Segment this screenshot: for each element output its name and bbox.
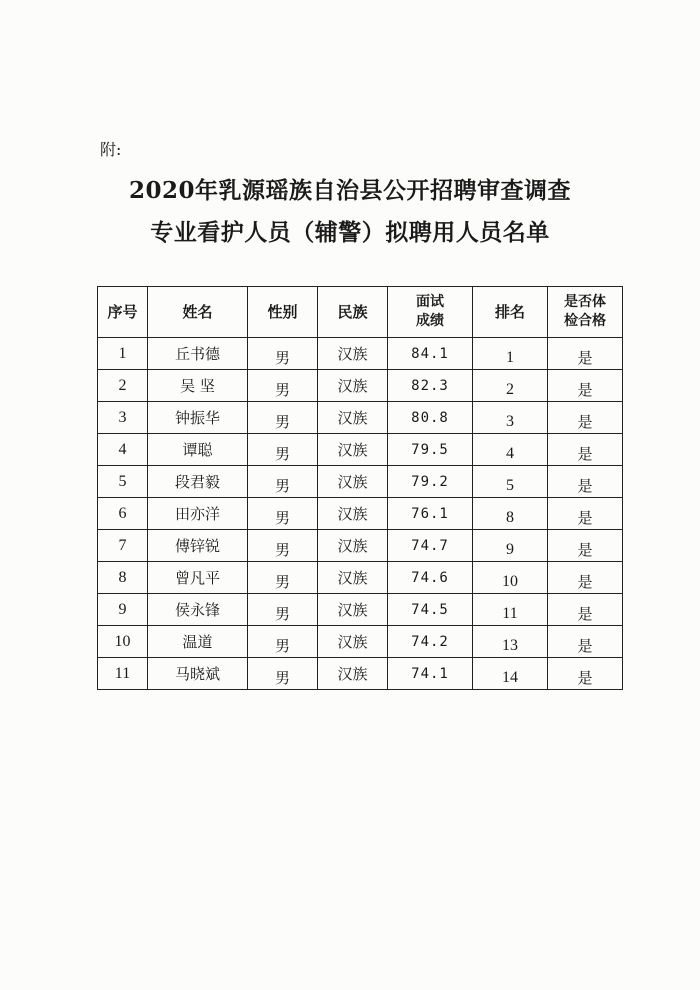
cell-ethnicity-text: 汉族	[337, 665, 368, 683]
cell-name	[148, 498, 248, 530]
cell-name	[148, 338, 248, 370]
header-seq: 序号	[98, 287, 148, 338]
table-row	[98, 466, 623, 498]
cell-gender-text: 男	[274, 605, 290, 623]
cell-score	[388, 498, 473, 530]
cell-ethnicity	[318, 658, 388, 690]
cell-passed-text: 是	[577, 477, 593, 495]
cell-rank	[473, 402, 548, 434]
cell-score	[388, 594, 473, 626]
title-line-1: 2020年乳源瑶族自治县公开招聘审查调查	[128, 177, 571, 204]
cell-score-text: 76.1	[411, 505, 449, 522]
cell-ethnicity-text: 汉族	[337, 441, 368, 459]
cell-seq-text: 9	[118, 600, 127, 618]
cell-score	[388, 658, 473, 690]
header-score-line1: 面试	[416, 294, 444, 310]
cell-gender-text: 男	[274, 541, 290, 559]
cell-name-text: 曾凡平	[174, 569, 220, 587]
cell-name	[148, 658, 248, 690]
cell-rank	[473, 562, 548, 594]
cell-score-text: 82.3	[411, 377, 449, 394]
cell-ethnicity	[318, 370, 388, 402]
cell-ethnicity	[318, 530, 388, 562]
header-gender: 性别	[248, 287, 318, 338]
cell-ethnicity	[318, 466, 388, 498]
cell-seq	[98, 658, 148, 690]
cell-passed-text: 是	[577, 445, 593, 463]
cell-name-text: 温道	[182, 633, 213, 651]
cell-score-text: 74.6	[411, 569, 449, 586]
cell-passed-text: 是	[577, 541, 593, 559]
cell-seq-text: 3	[118, 408, 127, 426]
cell-seq-text: 11	[114, 664, 131, 682]
cell-ethnicity-text: 汉族	[337, 377, 368, 395]
cell-score	[388, 626, 473, 658]
cell-rank	[473, 466, 548, 498]
cell-name	[148, 402, 248, 434]
cell-passed	[548, 338, 623, 370]
table-row	[98, 626, 623, 658]
cell-rank-text: 13	[502, 636, 518, 654]
cell-seq	[98, 370, 148, 402]
cell-rank-text: 5	[506, 476, 514, 494]
cell-passed-text: 是	[577, 573, 593, 591]
cell-ethnicity-text: 汉族	[337, 473, 368, 491]
cell-rank	[473, 626, 548, 658]
cell-rank-text: 2	[506, 380, 514, 398]
cell-seq-text: 10	[114, 632, 131, 650]
cell-passed	[548, 562, 623, 594]
cell-rank	[473, 658, 548, 690]
cell-seq	[98, 530, 148, 562]
cell-seq	[98, 402, 148, 434]
table-row	[98, 530, 623, 562]
cell-seq-text: 5	[118, 472, 127, 490]
cell-seq	[98, 466, 148, 498]
cell-passed	[548, 402, 623, 434]
cell-passed	[548, 594, 623, 626]
header-ethnicity: 民族	[318, 287, 388, 338]
cell-gender-text: 男	[274, 509, 290, 527]
cell-ethnicity	[318, 562, 388, 594]
cell-ethnicity-text: 汉族	[337, 537, 368, 555]
cell-rank-text: 9	[506, 540, 514, 558]
cell-gender-text: 男	[274, 349, 290, 367]
cell-passed	[548, 370, 623, 402]
cell-rank	[473, 338, 548, 370]
cell-seq-text: 2	[118, 376, 127, 394]
cell-passed	[548, 530, 623, 562]
cell-ethnicity	[318, 402, 388, 434]
cell-rank-text: 1	[506, 348, 514, 366]
cell-score-text: 79.2	[411, 473, 449, 490]
header-name: 姓名	[148, 287, 248, 338]
cell-name-text: 田亦洋	[174, 505, 220, 523]
table-row	[98, 338, 623, 370]
cell-rank	[473, 434, 548, 466]
cell-rank	[473, 498, 548, 530]
cell-score	[388, 434, 473, 466]
cell-gender	[248, 530, 318, 562]
cell-score-text: 84.1	[411, 345, 449, 362]
cell-rank-text: 10	[502, 572, 518, 590]
cell-gender	[248, 338, 318, 370]
cell-gender	[248, 466, 318, 498]
table-row	[98, 434, 623, 466]
cell-ethnicity	[318, 338, 388, 370]
table-row	[98, 562, 623, 594]
cell-passed-text: 是	[577, 381, 593, 399]
cell-rank	[473, 530, 548, 562]
cell-score	[388, 466, 473, 498]
cell-name-text: 谭聪	[182, 441, 213, 459]
cell-gender-text: 男	[274, 573, 290, 591]
cell-gender	[248, 498, 318, 530]
cell-name-text: 钟振华	[174, 409, 220, 427]
cell-gender-text: 男	[274, 669, 290, 687]
cell-score	[388, 402, 473, 434]
cell-rank-text: 14	[502, 668, 518, 686]
cell-ethnicity-text: 汉族	[337, 505, 368, 523]
cell-score	[388, 562, 473, 594]
table-row	[98, 498, 623, 530]
cell-seq	[98, 498, 148, 530]
cell-score-text: 74.7	[411, 537, 449, 554]
cell-seq-text: 1	[118, 344, 127, 362]
cell-gender	[248, 434, 318, 466]
annex-label: 附:	[100, 140, 122, 159]
cell-passed	[548, 626, 623, 658]
cell-seq-text: 6	[118, 504, 127, 522]
cell-seq	[98, 338, 148, 370]
cell-seq-text: 4	[118, 440, 127, 458]
header-score-line2: 成绩	[416, 313, 444, 329]
header-rank: 排名	[473, 287, 548, 338]
cell-passed	[548, 498, 623, 530]
cell-ethnicity-text: 汉族	[337, 409, 368, 427]
cell-name-text: 丘书德	[174, 345, 220, 363]
cell-passed-text: 是	[577, 669, 593, 687]
cell-gender	[248, 562, 318, 594]
cell-gender-text: 男	[274, 477, 290, 495]
cell-score-text: 79.5	[411, 441, 449, 458]
table-row	[98, 402, 623, 434]
cell-score	[388, 370, 473, 402]
table-row	[98, 658, 623, 690]
cell-gender-text: 男	[274, 445, 290, 463]
table-row	[98, 594, 623, 626]
cell-rank	[473, 370, 548, 402]
cell-name	[148, 594, 248, 626]
cell-seq	[98, 434, 148, 466]
cell-passed-text: 是	[577, 349, 593, 367]
cell-passed-text: 是	[577, 605, 593, 623]
cell-score-text: 74.5	[411, 601, 449, 618]
cell-passed	[548, 466, 623, 498]
cell-passed	[548, 658, 623, 690]
cell-rank-text: 4	[506, 444, 514, 462]
cell-score-text: 80.8	[411, 409, 449, 426]
cell-ethnicity	[318, 626, 388, 658]
cell-name	[148, 562, 248, 594]
candidate-table	[97, 286, 623, 690]
cell-ethnicity	[318, 594, 388, 626]
cell-rank	[473, 594, 548, 626]
cell-ethnicity-text: 汉族	[337, 601, 368, 619]
cell-ethnicity-text: 汉族	[337, 569, 368, 587]
cell-gender-text: 男	[274, 381, 290, 399]
cell-rank-text: 8	[506, 508, 514, 526]
cell-gender-text: 男	[274, 637, 290, 655]
cell-score	[388, 338, 473, 370]
cell-score-text: 74.1	[411, 665, 449, 682]
cell-passed	[548, 434, 623, 466]
cell-ethnicity	[318, 498, 388, 530]
header-score	[388, 287, 473, 338]
cell-passed-text: 是	[577, 413, 593, 431]
cell-rank-text: 11	[502, 604, 518, 622]
cell-seq	[98, 562, 148, 594]
cell-name-text: 侯永锋	[174, 601, 220, 619]
table-row	[98, 370, 623, 402]
cell-gender	[248, 626, 318, 658]
header-passed-line1: 是否体	[564, 294, 606, 310]
cell-seq	[98, 626, 148, 658]
cell-seq-text: 8	[118, 568, 127, 586]
table-header-row	[98, 287, 623, 338]
cell-name	[148, 626, 248, 658]
cell-name	[148, 370, 248, 402]
cell-rank-text: 3	[506, 412, 514, 430]
cell-name-text: 吴 坚	[180, 377, 215, 395]
cell-seq-text: 7	[118, 536, 127, 554]
cell-gender	[248, 370, 318, 402]
cell-ethnicity-text: 汉族	[337, 345, 368, 363]
title-line-2: 专业看护人员（辅警）拟聘用人员名单	[150, 219, 550, 246]
cell-passed-text: 是	[577, 509, 593, 527]
cell-name	[148, 434, 248, 466]
cell-gender	[248, 658, 318, 690]
cell-ethnicity	[318, 434, 388, 466]
cell-seq	[98, 594, 148, 626]
cell-name	[148, 530, 248, 562]
header-passed-line2: 检合格	[564, 313, 606, 329]
cell-name-text: 马晓斌	[174, 665, 220, 683]
cell-gender-text: 男	[274, 413, 290, 431]
cell-gender	[248, 402, 318, 434]
cell-name-text: 傅锌锐	[174, 537, 220, 555]
cell-passed-text: 是	[577, 637, 593, 655]
cell-score-text: 74.2	[411, 633, 449, 650]
cell-score	[388, 530, 473, 562]
cell-gender	[248, 594, 318, 626]
cell-ethnicity-text: 汉族	[337, 633, 368, 651]
cell-name-text: 段君毅	[174, 473, 220, 491]
cell-name	[148, 466, 248, 498]
header-passed	[548, 287, 623, 338]
